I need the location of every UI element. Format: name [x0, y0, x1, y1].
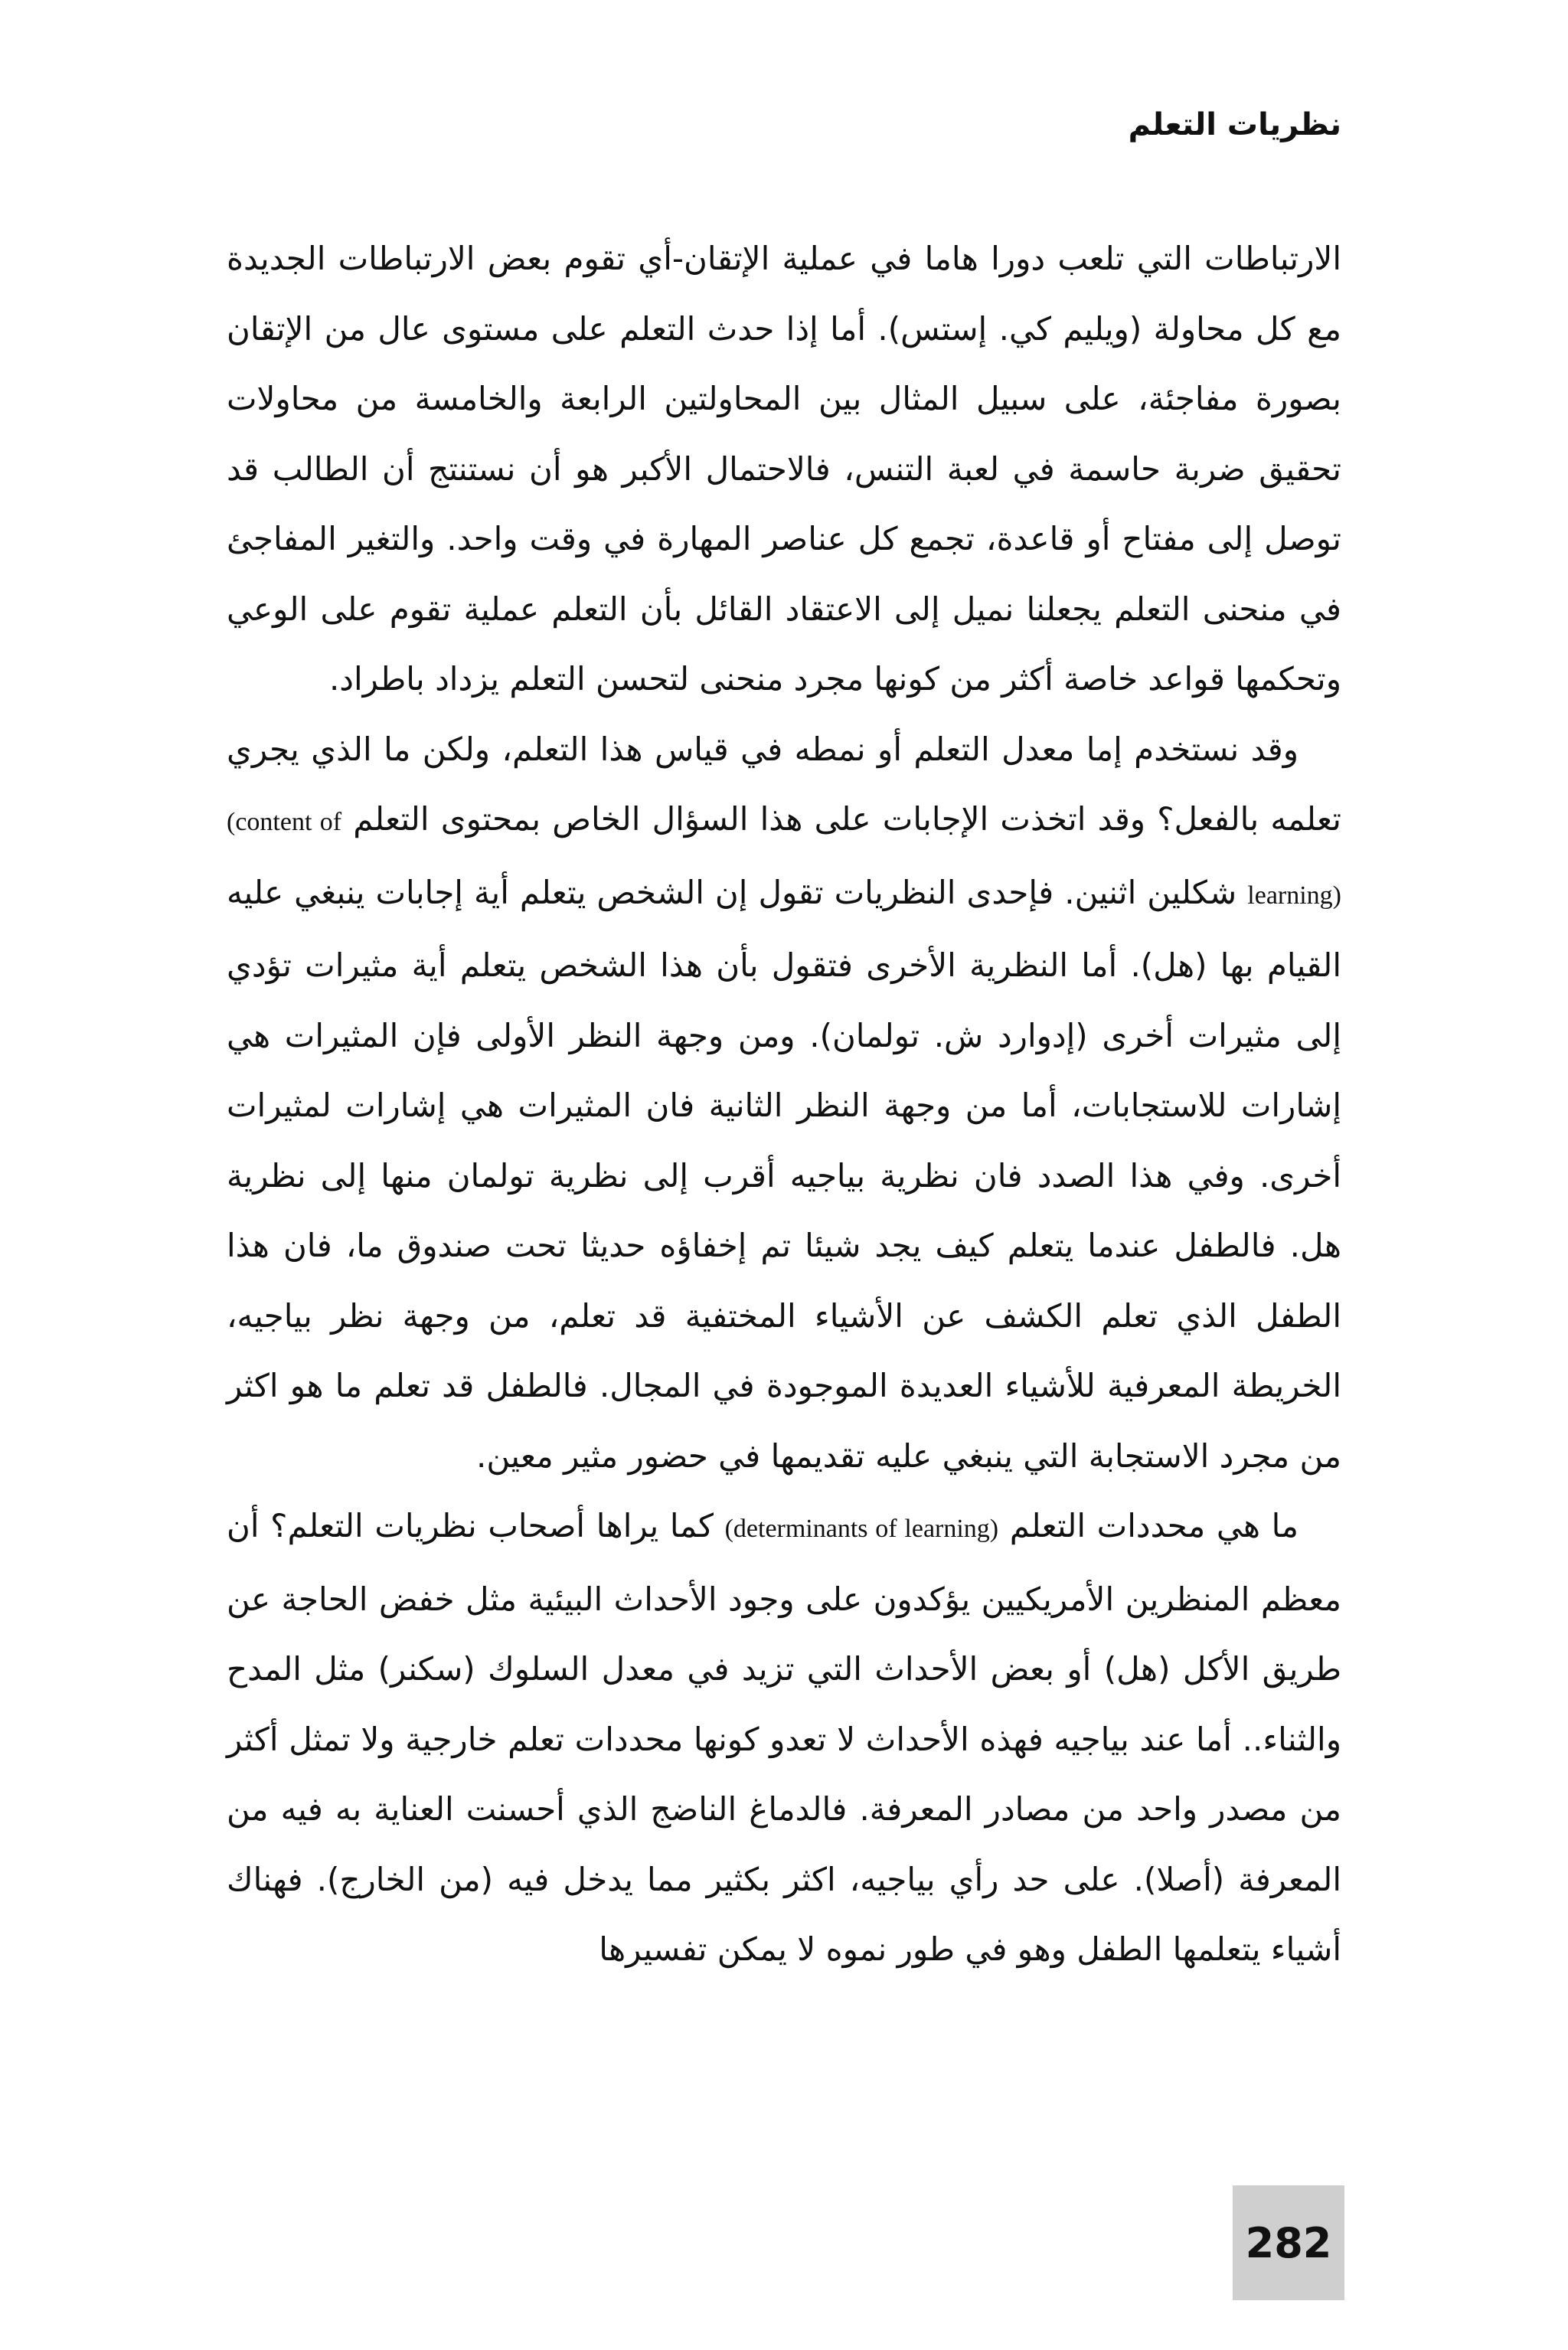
paragraph-2-part-1: وقد نستخدم إما معدل التعلم أو نمطه في قياس هذا التعلم، ولكن ما الذي يجري تعلمه بالفعل؟ وقد اتخذت الإجابات على هذا السؤال الخاص بمحتوى التعلم	[227, 730, 1341, 838]
paragraph-1: الارتباطات التي تلعب دورا هاما في عملية الإتقان-أي تقوم بعض الارتباطات الجديدة مع كل محاولة (ويليم كي. إستس). أما إذا حدث التعلم على مستوى عال من الإتقان بصورة مفاجئة، على سبيل المثال بين المحاولتين الرابعة والخامسة من محاولات تحقيق ضربة حاسمة في لعبة التنس، فالاحتمال الأكبر هو أن نستنتج أن الطالب قد توصل إلى مفتاح أو قاعدة، تجمع كل عناصر المهارة في وقت واحد. والتغير المفاجئ في منحنى التعلم يجعلنا نميل إلى الاعتقاد القائل بأن التعلم عملية تقوم على الوعي وتحكمها قواعد خاصة أكثر من كونها مجرد منحنى لتحسن التعلم يزداد باطراد.	[227, 240, 1341, 698]
body-text	[227, 224, 1341, 1985]
running-head-title: نظريات التعلم	[1128, 107, 1341, 142]
english-term-content-of-learning: (content of learning)	[227, 808, 1341, 910]
paragraph-2	[227, 714, 1341, 1492]
paragraph-2-part-2: شكلين اثنين. فإحدى النظريات تقول إن الشخص يتعلم أية إجابات ينبغي عليه القيام بها (هل). أما النظرية الأخرى فتقول بأن هذا الشخص يتعلم أية مثيرات تؤدي إلى مثيرات أخرى (إدوارد ش. تولمان). ومن وجهة النظر الأولى فإن المثيرات هي إشارات للاستجابات، أما من وجهة النظر الثانية فان المثيرات هي إشارات لمثيرات أخرى. وفي هذا الصدد فان نظرية بياجيه أقرب إلى نظرية تولمان منها إلى نظرية هل. فالطفل عندما يتعلم كيف يجد شيئا تم إخفاؤه حديثا تحت صندوق ما، فان هذا الطفل الذي تعلم الكشف عن الأشياء المختفية قد تعلم، من وجهة نظر بياجيه، الخريطة المعرفية للأشياء العديدة الموجودة في المجال. فالطفل قد تعلم ما هو اكثر من مجرد الاستجابة التي ينبغي عليه تقديمها في حضور مثير معين.	[227, 873, 1341, 1475]
paragraph-3-part-1: ما هي محددات التعلم	[1009, 1507, 1298, 1544]
english-term-determinants-of-learning: (determinants of learning)	[724, 1515, 999, 1543]
paragraph-3	[227, 1491, 1341, 1985]
page-number: 282	[1233, 2185, 1344, 2300]
paragraph-3-part-2: كما يراها أصحاب نظريات التعلم؟ أن معظم المنظرين الأمريكيين يؤكدون على وجود الأحداث البيئية مثل خفض الحاجة عن طريق الأكل (هل) أو بعض الأحداث التي تزيد في معدل السلوك (سكنر) مثل المدح والثناء.. أما عند بياجيه فهذه الأحداث لا تعدو كونها محددات تعلم خارجية ولا تمثل أكثر من مصدر واحد من مصادر المعرفة. فالدماغ الناضج الذي أحسنت العناية به فيه من المعرفة (أصلا). على حد رأي بياجيه، اكثر بكثير مما يدخل فيه (من الخارج). فهناك أشياء يتعلمها الطفل وهو في طور نموه لا يمكن تفسيرها	[227, 1507, 1341, 1968]
